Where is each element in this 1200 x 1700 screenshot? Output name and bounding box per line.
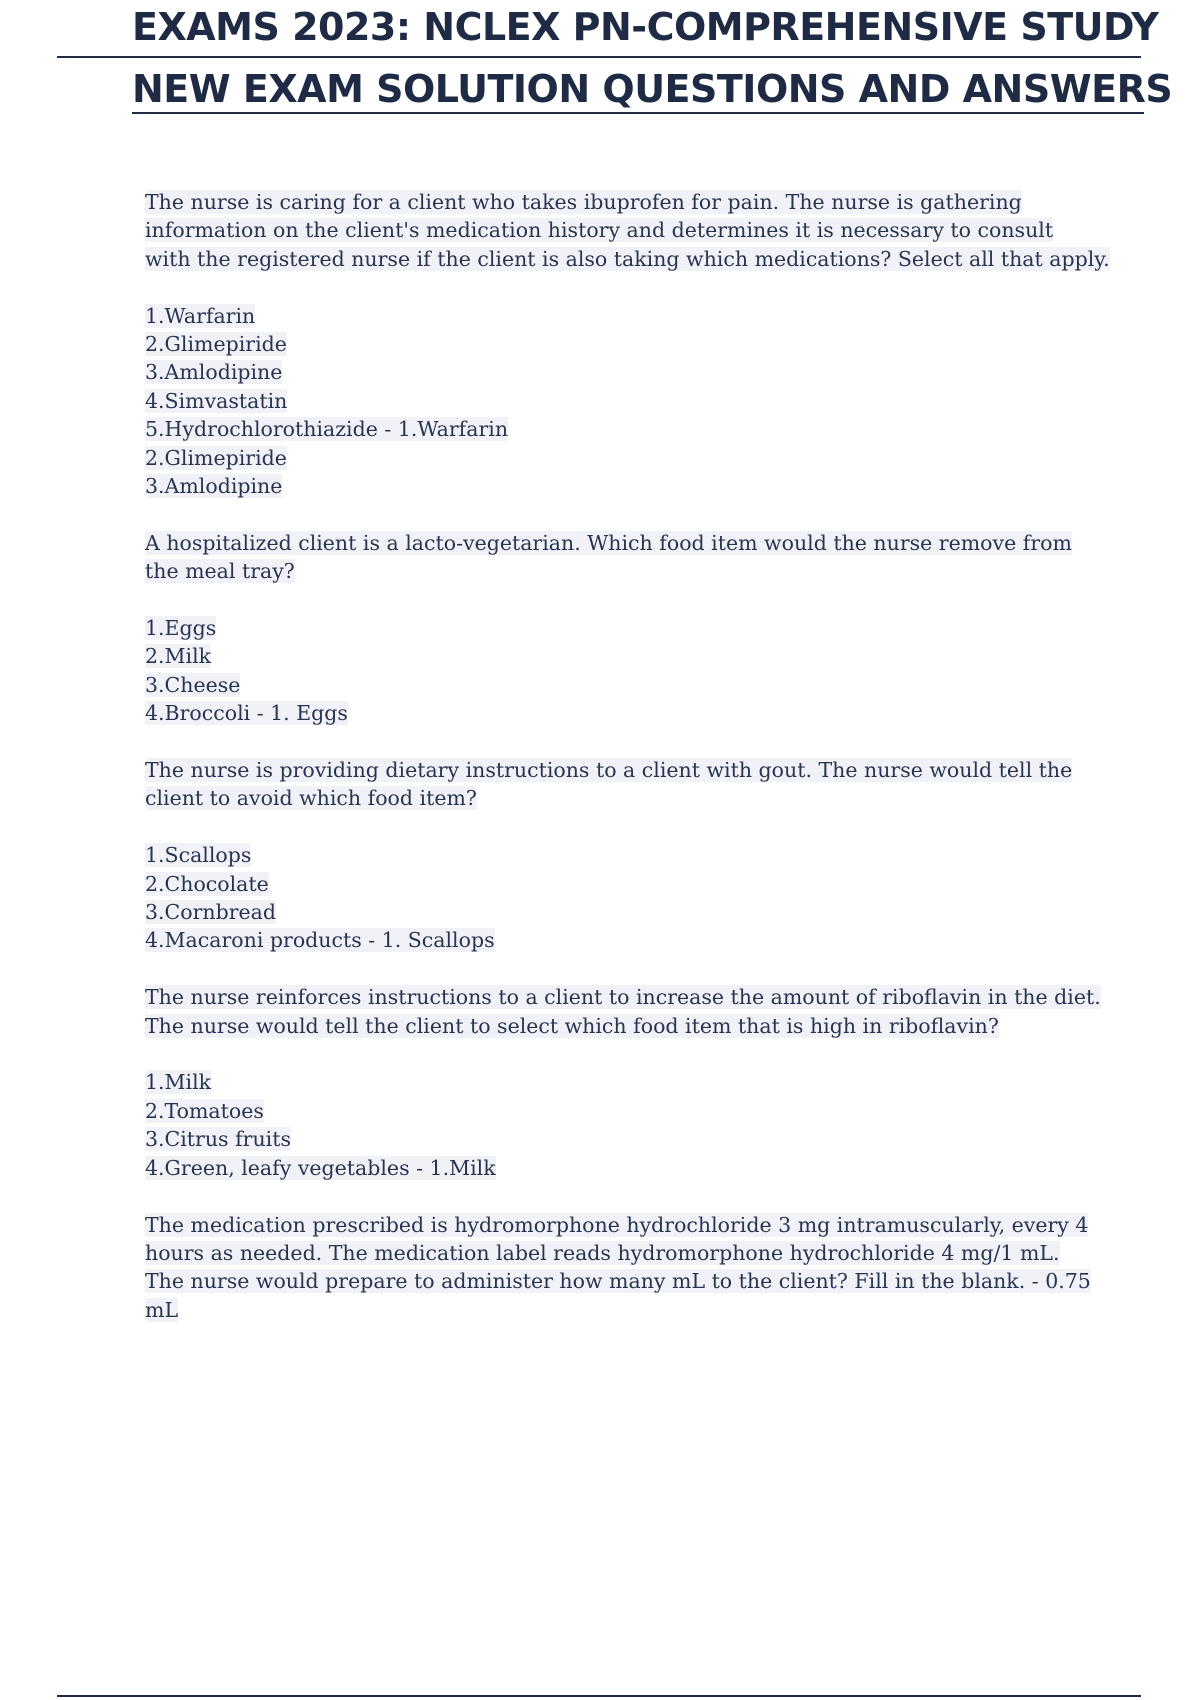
answer-option: 3.Cornbread <box>145 900 276 925</box>
answer-option: 3.Amlodipine <box>145 360 283 385</box>
question-stem-line: The nurse would tell the client to select which food item that is high in riboflavin? <box>145 1013 999 1038</box>
question-stem-line: information on the client's medication history and determines it is necessary to consult <box>145 218 1054 243</box>
question-stem-line: client to avoid which food item? <box>145 786 477 811</box>
answer-option: 1.Eggs <box>145 616 217 641</box>
answer-option-with-answer: 4.Green, leafy vegetables - 1.Milk <box>145 1155 496 1180</box>
answer-options <box>145 614 1095 728</box>
answer-option: 4.Simvastatin <box>145 388 288 413</box>
question-list <box>145 188 1110 1353</box>
answer-option: 1.Warfarin <box>145 303 256 328</box>
question-stem-with-answer <box>145 1211 1095 1325</box>
answer-options <box>145 1068 1095 1182</box>
question-stem-line: the meal tray? <box>145 559 295 584</box>
footer-divider <box>57 1695 1141 1697</box>
answer-option: 2.Glimepiride <box>145 445 287 470</box>
answer-option: 3.Amlodipine <box>145 474 283 499</box>
question-stem-line: The nurse reinforces instructions to a client to increase the amount of riboflavin in the diet. <box>145 985 1101 1010</box>
question-stem <box>145 983 1101 1040</box>
question-stem-line: The nurse is caring for a client who takes ibuprofen for pain. The nurse is gathering <box>145 190 1022 214</box>
question-stem-line: A hospitalized client is a lacto-vegetarian. Which food item would the nurse remove from <box>145 530 1072 555</box>
question-stem-line: with the registered nurse if the client is also taking which medications? Select all that apply. <box>145 246 1110 271</box>
title-divider <box>57 56 1141 58</box>
question-stem-line: mL <box>145 1297 179 1322</box>
question-stem <box>145 529 1095 586</box>
question-stem-line: The nurse is providing dietary instructions to a client with gout. The nurse would tell the <box>145 758 1073 783</box>
question-stem-line: hours as needed. The medication label reads hydromorphone hydrochloride 4 mg/1 mL. <box>145 1240 1060 1265</box>
answer-option: 2.Tomatoes <box>145 1098 264 1123</box>
answer-option: 3.Cheese <box>145 672 241 697</box>
question-stem-line: The nurse would prepare to administer how many mL to the client? Fill in the blank. - 0.75 <box>145 1269 1091 1294</box>
answer-option: 2.Milk <box>145 644 212 669</box>
question-stem-line: The medication prescribed is hydromorphone hydrochloride 3 mg intramuscularly, every 4 <box>145 1212 1089 1237</box>
answer-options <box>145 302 1095 501</box>
answer-option-with-answer: 4.Macaroni products - 1. Scallops <box>145 928 495 953</box>
question-stem <box>145 188 1110 273</box>
answer-option: 1.Scallops <box>145 843 252 868</box>
document-title-line-2: NEW EXAM SOLUTION QUESTIONS AND ANSWERS <box>132 67 1173 111</box>
question-stem <box>145 756 1095 813</box>
answer-option: 2.Chocolate <box>145 871 269 896</box>
answer-option: 3.Citrus fruits <box>145 1127 291 1152</box>
answer-option: 2.Glimepiride <box>145 332 287 357</box>
answer-option: 1.Milk <box>145 1070 212 1095</box>
answer-option-with-answer: 5.Hydrochlorothiazide - 1.Warfarin <box>145 417 509 442</box>
answer-option-with-answer: 4.Broccoli - 1. Eggs <box>145 701 348 726</box>
title-underline <box>132 112 1144 114</box>
document-title-line-1: EXAMS 2023: NCLEX PN-COMPREHENSIVE STUDY <box>132 5 1159 49</box>
answer-options <box>145 841 1095 955</box>
